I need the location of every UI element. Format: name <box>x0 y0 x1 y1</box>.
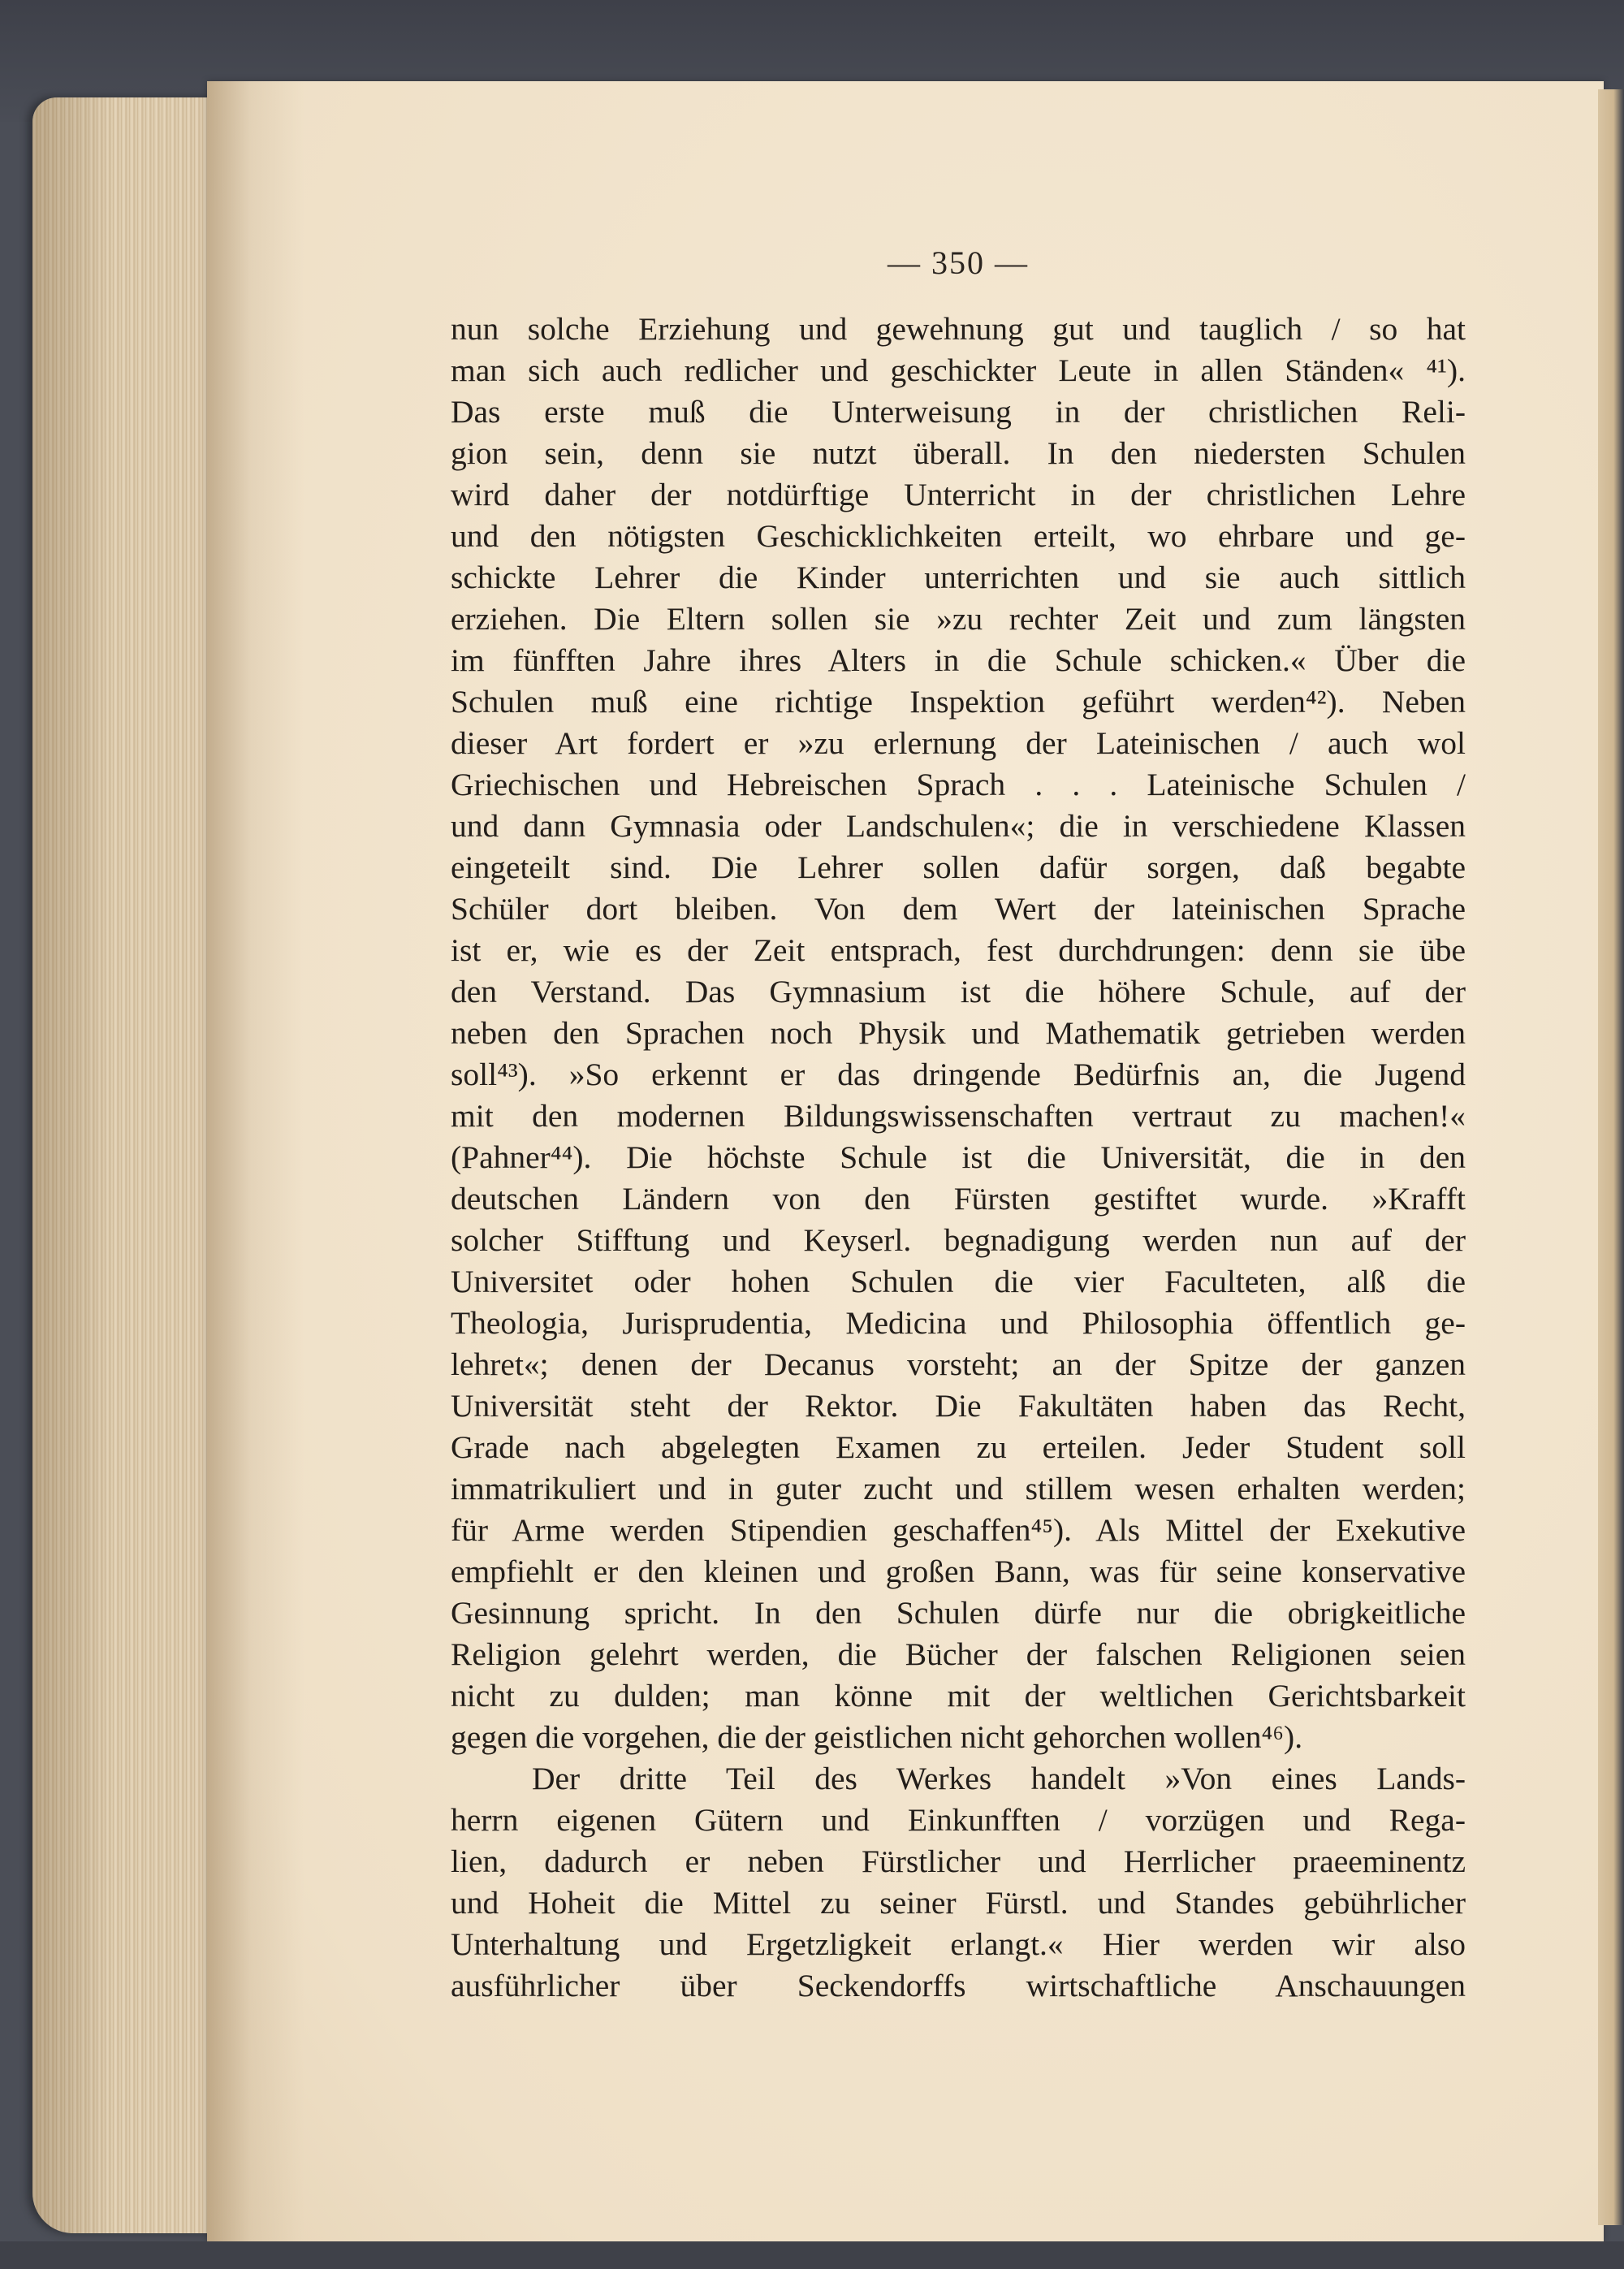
text-line: neben den Sprachen noch Physik und Mathematik getrieben werden <box>451 1015 1466 1051</box>
text-line: mit den modernen Bildungswissenschaften vertraut zu machen!« <box>451 1098 1466 1134</box>
text-line: im fünfften Jahre ihres Alters in die Schule schicken.« Über die <box>451 642 1466 678</box>
text-line: soll⁴³). »So erkennt er das dringende Bedürfnis an, die Jugend <box>451 1057 1466 1092</box>
text-line: den Verstand. Das Gymnasium ist die höhere Schule, auf der <box>451 974 1466 1009</box>
scan-bottom-edge <box>0 2241 1624 2269</box>
gutter-shadow <box>207 81 304 2241</box>
text-line: Unterhaltung und Ergetzligkeit erlangt.« Hier werden wir also <box>451 1926 1466 1962</box>
text-line: Das erste muß die Unterweisung in der christlichen Reli- <box>451 394 1466 430</box>
text-line: Theologia, Jurisprudentia, Medicina und Philosophia öffentlich ge- <box>451 1305 1466 1341</box>
text-line: für Arme werden Stipendien geschaffen⁴⁵). Als Mittel der Exekutive <box>451 1512 1466 1548</box>
text-line: immatrikuliert und in guter zucht und stillem wesen erhalten werden; <box>451 1471 1466 1506</box>
text-line: Griechischen und Hebreischen Sprach . . . Lateinische Schulen / <box>451 767 1466 802</box>
text-line: solcher Stifftung und Keyserl. begnadigung werden nun auf der <box>451 1222 1466 1258</box>
text-line: Gesinnung spricht. In den Schulen dürfe nur die obrigkeitliche <box>451 1595 1466 1631</box>
text-line: und Hoheit die Mittel zu seiner Fürstl. und Standes gebührlicher <box>451 1885 1466 1921</box>
text-line: und den nötigsten Geschicklichkeiten erteilt, wo ehrbare und ge- <box>451 518 1466 554</box>
text-line: man sich auch redlicher und geschickter Leute in allen Ständen« ⁴¹). <box>451 352 1466 388</box>
text-line: eingeteilt sind. Die Lehrer sollen dafür sorgen, daß begabte <box>451 849 1466 885</box>
text-line: Universität steht der Rektor. Die Fakultäten haben das Recht, <box>451 1388 1466 1424</box>
text-line: (Pahner⁴⁴). Die höchste Schule ist die Universität, die in den <box>451 1139 1466 1175</box>
paragraph-start-line: Der dritte Teil des Werkes handelt »Von eines Lands- <box>532 1761 1466 1796</box>
text-line: herrn eigenen Gütern und Einkunfften / vorzügen und Rega- <box>451 1802 1466 1838</box>
text-line: nun solche Erziehung und gewehnung gut und tauglich / so hat <box>451 311 1466 347</box>
text-line: nicht zu dulden; man könne mit der weltlichen Gerichtsbarkeit <box>451 1678 1466 1714</box>
text-line: dieser Art fordert er »zu erlernung der Lateinischen / auch wol <box>451 725 1466 761</box>
text-line: wird daher der notdürftige Unterricht in der christlichen Lehre <box>451 477 1466 512</box>
text-line: lehret«; denen der Decanus vorsteht; an der Spitze der ganzen <box>451 1346 1466 1382</box>
text-line: empfiehlt er den kleinen und großen Bann, was für seine konservative <box>451 1554 1466 1589</box>
text-line: und dann Gymnasia oder Landschulen«; die in verschiedene Klassen <box>451 808 1466 844</box>
page-stack-shade <box>32 97 235 2233</box>
text-line: Religion gelehrt werden, die Bücher der falschen Religionen seien <box>451 1636 1466 1672</box>
text-line: gion sein, denn sie nutzt überall. In den niedersten Schulen <box>451 435 1466 471</box>
next-page-edge <box>1598 89 1624 2225</box>
page-number: — 350 — <box>888 244 1029 281</box>
text-line: schickte Lehrer die Kinder unterrichten und sie auch sittlich <box>451 560 1466 595</box>
text-line: gegen die vorgehen, die der geistlichen nicht gehorchen wollen⁴⁶). <box>451 1719 1303 1755</box>
text-line: ist er, wie es der Zeit entsprach, fest durchdrungen: denn sie übe <box>451 932 1466 968</box>
text-line: lien, dadurch er neben Fürstlicher und Herrlicher praeeminentz <box>451 1843 1466 1879</box>
text-line: erziehen. Die Eltern sollen sie »zu rechter Zeit und zum längsten <box>451 601 1466 637</box>
text-line: Schulen muß eine richtige Inspektion geführt werden⁴²). Neben <box>451 684 1466 720</box>
body-text <box>451 309 1466 2007</box>
text-line: Universitet oder hohen Schulen die vier Faculteten, alß die <box>451 1264 1466 1299</box>
text-line: deutschen Ländern von den Fürsten gestiftet wurde. »Krafft <box>451 1181 1466 1217</box>
text-line: ausführlicher über Seckendorffs wirtschaftliche Anschauungen <box>451 1968 1466 2003</box>
text-line: Grade nach abgelegten Examen zu erteilen. Jeder Student soll <box>451 1429 1466 1465</box>
text-line: Schüler dort bleiben. Von dem Wert der lateinischen Sprache <box>451 891 1466 927</box>
